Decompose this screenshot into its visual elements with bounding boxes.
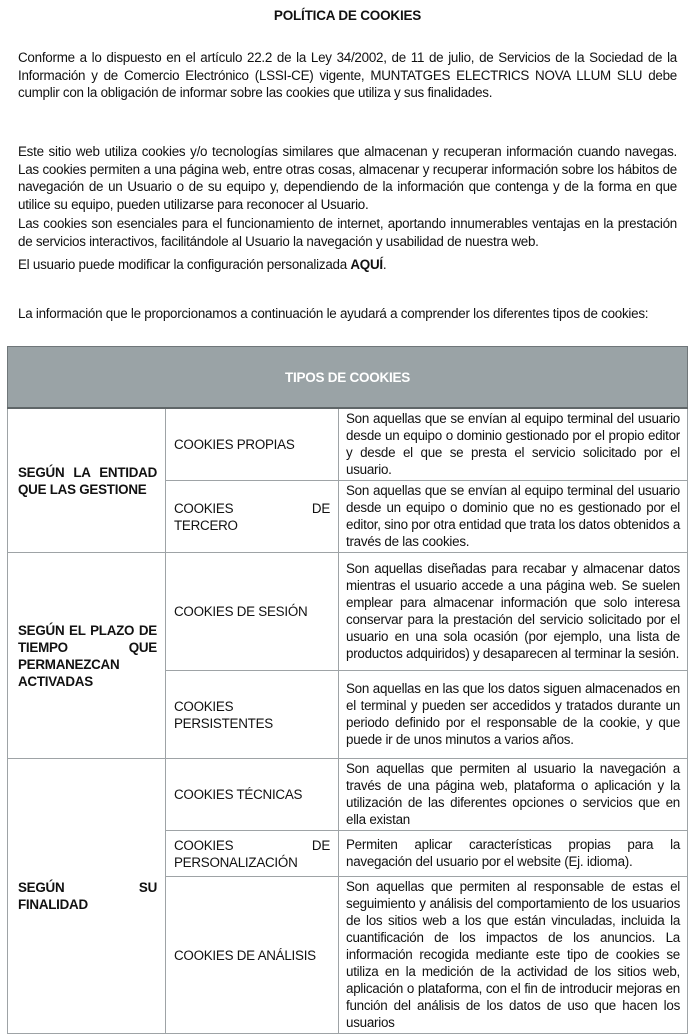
- cookies-importance-paragraph: Las cookies son esenciales para el funcionamiento de internet, aportando innumerables ventajas en la prestación de servicios interactivos, facilitándole al Usuario la navegación y usabilidad de nuestra web.: [18, 216, 677, 249]
- cookie-type-name: [166, 481, 339, 553]
- table-row: [8, 408, 688, 481]
- table-header: TIPOS DE COOKIES: [8, 347, 688, 409]
- cookie-type-description: Son aquellas diseñadas para recabar y almacenar datos mientras el usuario accede a una página web. Se suelen emplear para almacenar información que solo interesa conservar para la prestación del servicio solicitado por el usuario en una sola ocasión (por ejemplo, una lista de productos adquiridos) y desaparecen al terminar la sesión.: [339, 553, 688, 671]
- page-title: POLÍTICA DE COOKIES: [273, 8, 422, 23]
- cookie-types-intro-paragraph: La información que le proporcionamos a continuación le ayudará a comprender los diferentes tipos de cookies:: [18, 306, 649, 322]
- cookie-type-name: COOKIES DE SESIÓN: [166, 553, 339, 671]
- cookie-type-description: Son aquellas que permiten al usuario la navegación a través de una página web, plataforma o aplicación y la utilización de las diferentes opciones o servicios que en ella existan: [339, 759, 688, 831]
- cookie-type-name: COOKIES PROPIAS: [166, 408, 339, 481]
- cookie-type-description: Son aquellas que se envían al equipo terminal del usuario desde un equipo o dominio que no es gestionado por el editor, sino por otra entidad que trata los datos obtenidos a través de las cookies.: [339, 481, 688, 553]
- cookie-type-name-line1: COOKIES: [174, 698, 234, 714]
- configuration-link[interactable]: AQUÍ: [350, 257, 383, 272]
- cookies-definition-paragraph: Este sitio web utiliza cookies y/o tecnologías similares que almacenan y recuperan información cuando navegas. Las cookies permiten a una página web, entre otras cosas, almacenar y recuperar información sobre los hábitos de navegación de un Usuario o de su equipo y, dependiendo de la información que contenga y de la forma en que utilice su equipo, pueden utilizarse para reconocer al Usuario.: [18, 144, 677, 212]
- cookie-type-name-line2: PERSISTENTES: [174, 715, 273, 731]
- configuration-period: .: [382, 257, 387, 272]
- intro-paragraph: Conforme a lo dispuesto en el artículo 22.2 de la Ley 34/2002, de 11 de julio, de Servicios de la Sociedad de la Información y de Comercio Electrónico (LSSI-CE) vigente, MUNTATGES ELECTRICS NOVA LLUM SLU debe cumplir con la obligación de informar sobre las cookies que utiliza y sus finalidades.: [18, 50, 677, 101]
- table-row: [8, 759, 688, 831]
- configuration-text: El usuario puede modificar la configuración personalizada: [18, 257, 351, 272]
- cookie-type-name-line1: COOKIES DE: [174, 500, 330, 516]
- cookie-type-name: COOKIES DE ANÁLISIS: [166, 877, 339, 1034]
- cookie-types-table: [7, 346, 688, 1034]
- cookie-type-name-line2: TERCERO: [174, 517, 238, 533]
- group-label-entity: SEGÚN LA ENTIDAD QUE LAS GESTIONE: [8, 408, 166, 553]
- group-label-duration: SEGÚN EL PLAZO DE TIEMPO QUE PERMANEZCAN ACTIVADAS: [8, 553, 166, 759]
- group-label-purpose: SEGÚN SU FINALIDAD: [8, 759, 166, 1034]
- cookie-type-name: [166, 671, 339, 759]
- cookie-type-name: [166, 831, 339, 877]
- cookie-type-description: Son aquellas en las que los datos siguen almacenados en el terminal y pueden ser accedidos y tratados durante un periodo definido por el responsable de la cookie, y que puede ir de unos minutos a varios años.: [339, 671, 688, 759]
- cookie-type-name: COOKIES TÉCNICAS: [166, 759, 339, 831]
- cookie-type-name-line2: PERSONALIZACIÓN: [174, 854, 298, 870]
- cookie-type-description: Son aquellas que permiten al responsable de estas el seguimiento y análisis del comportamiento de los usuarios de los sitios web a los que están vinculadas, incluida la cuantificación de los impactos de los anuncios. La información recogida mediante este tipo de cookies se utiliza en la medición de la actividad de los sitios web, aplicación o plataforma, con el fin de introducir mejoras en función del análisis de los datos de uso que hacen los usuarios: [339, 877, 688, 1034]
- cookie-type-description: Son aquellas que se envían al equipo terminal del usuario desde un equipo o dominio gestionado por el propio editor y desde el que se presta el servicio solicitado por el usuario.: [339, 408, 688, 481]
- configuration-paragraph: [18, 256, 677, 274]
- cookie-type-name-line1: COOKIES DE: [174, 837, 330, 853]
- cookie-type-description: Permiten aplicar características propias para la navegación del usuario por el website (Ej. idioma).: [339, 831, 688, 877]
- table-row: [8, 553, 688, 671]
